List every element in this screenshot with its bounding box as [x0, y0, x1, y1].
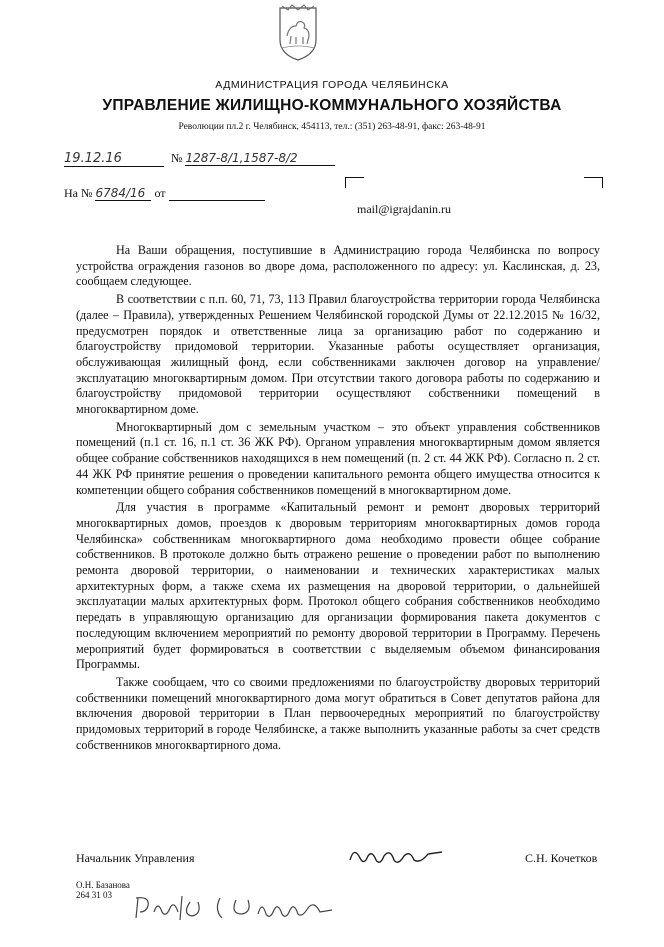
body-paragraph: Для участия в программе «Капитальный ремонт и ремонт дворовых территорий многоквартирных домов, проездов к дворовым территориям многоквартирных домов города Челябинска» собственникам многоквартирного дома необходимо провести общее собрание собственников. В протоколе должно быть отражено решение о проведении работ по выполнению ремонта дворовой территории, о наименовании и технических характеристиках малых архитектурных форм, а также схема их размещения на дворовой территории, о дальнейшей эксплуатации малых архитектурных форм. Протокол общего собрания собственников необходимо передать в управляющую организацию для организации формирования пакета документов с последующим включением мероприятий по ремонту дворовой территории в Программу. Перечень мероприятий будет формироваться в соответствии с выделяемым объемом финансирования Программы.: [76, 500, 600, 672]
from-date-blank: [169, 188, 265, 201]
department-address: Революции пл.2 г. Челябинск, 454113, тел.: (351) 263-48-91, факс: 263-48-91: [178, 122, 486, 132]
executor-name: О.Н. Базанова: [76, 880, 130, 890]
executor-info: [76, 880, 130, 900]
signature-icon: [346, 842, 446, 877]
reply-label: На №: [64, 186, 93, 200]
administration-name: АДМИНИСТРАЦИЯ ГОРОДА ЧЕЛЯБИНСКА: [215, 79, 449, 91]
handwritten-mark: [132, 890, 372, 929]
body-paragraph: На Ваши обращения, поступившие в Администрацию города Челябинска по вопросу устройства ограждения газонов во дворе дома, расположенного по адресу: ул. Каслинская, д. 23, сообщаем следующее.: [76, 243, 600, 289]
outgoing-date: 19.12.16: [64, 151, 164, 167]
number-label: №: [171, 151, 183, 165]
incoming-reference: [64, 186, 265, 201]
letter-body: [76, 243, 600, 756]
address-corner-right: [584, 177, 603, 188]
signer-name: С.Н. Кочетков: [525, 851, 598, 865]
outgoing-number: 1287-8/1,1587-8/2: [185, 151, 335, 166]
reply-number: 6784/16: [95, 186, 151, 201]
body-paragraph: Многоквартирный дом с земельным участком – это объект управления собственников помещений (п.1 ст. 16, п.1 ст. 36 ЖК РФ). Органом управления многоквартирным домом является общее собрание собственников находящихся в нем помещений (п. 2 ст. 44 ЖК РФ). Согласно п. 2 ст. 44 ЖК РФ принятие решения о проведении капитального ремонта общего имущества относится к компетенции общего собрания собственников помещений в многоквартирном доме.: [76, 419, 600, 497]
executor-phone: 264 31 03: [76, 890, 112, 900]
from-label: от: [154, 186, 166, 200]
outgoing-reference: [64, 151, 335, 167]
body-paragraph: Также сообщаем, что со своими предложениями по благоустройству дворовых территорий собственники помещений многоквартирного дома могут обратиться в Совет депутатов района для включения дворовой территории в План первоочередных мероприятий по благоустройству придомовых территорий в городе Челябинске, а также выполнить указанные работы за счет средств собственников многоквартирного дома.: [76, 674, 600, 752]
department-name: УПРАВЛЕНИЕ ЖИЛИЩНО-КОММУНАЛЬНОГО ХОЗЯЙСТВА: [102, 97, 562, 114]
body-paragraph: В соответствии с п.п. 60, 71, 73, 113 Правил благоустройства территории города Челябинска (далее – Правила), утвержденных Решением Челябинской городской Думы от 22.12.2015 № 16/32, предусмотрен порядок и ответственные лица за организацию работ по содержанию и благоустройству придомовой территории. Указанные работы осуществляет организация, обслуживающая жилищный фонд, если собственниками заключен договор на управление/эксплуатацию многоквартирным домом. При отсутствии такого договора работы по содержанию и благоустройству придомовой территории осуществляют собственники помещений в многоквартирном доме.: [76, 292, 600, 417]
signer-position: Начальник Управления: [76, 851, 195, 865]
address-corner-left: [345, 177, 364, 188]
coat-of-arms-icon: [276, 4, 320, 62]
recipient-email: mail@igrajdanin.ru: [357, 202, 452, 216]
